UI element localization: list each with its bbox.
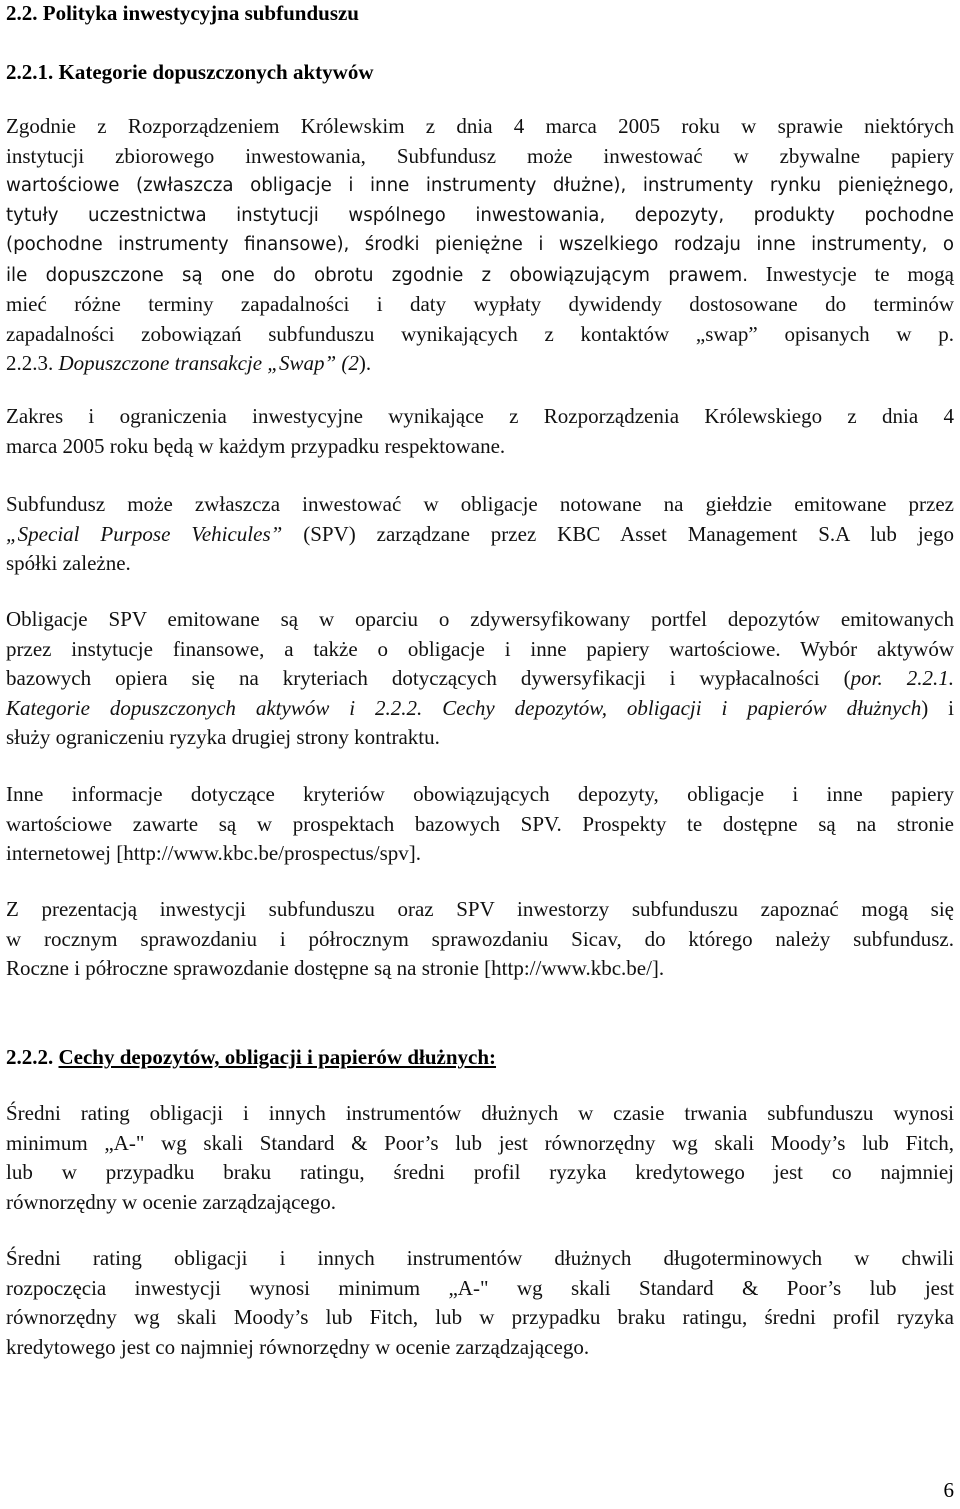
text-line: Roczne i półroczne sprawozdanie dostępne są na stronie [http://www.kbc.be/]. xyxy=(6,956,665,980)
text-line: tytuły uczestnictwa instytucji wspólnego inwestowania, depozyty, produkty pochodne xyxy=(6,204,954,226)
text-line: spółki zależne. xyxy=(6,551,131,575)
subsection-heading-debt-title: Cechy depozytów, obligacji i papierów dłużnych: xyxy=(58,1045,497,1069)
text-line: Z prezentacją inwestycji subfunduszu oraz SPV inwestorzy subfunduszu zapoznać mogą się xyxy=(6,897,954,921)
text-line: marca 2005 roku będą w każdym przypadku respektowane. xyxy=(6,433,506,458)
text-line: równorzędny w ocenie zarządzającego. xyxy=(6,1189,336,1214)
text-line: minimum „A-" wg skali Standard & Poor’s lub jest równorzędny wg skali Moody’s lub Fitch, xyxy=(6,1130,954,1155)
text-line: 2.2.3. Dopuszczone transakcje „Swap” (2). xyxy=(6,351,372,375)
paragraph-spv xyxy=(6,490,954,579)
text-line: w rocznym sprawozdaniu i półrocznym sprawozdaniu Sicav, do którego należy subfundusz. xyxy=(6,926,954,951)
section-heading: 2.2. Polityka inwestycyjna subfunduszu xyxy=(6,1,359,25)
text-line: Zakres i ograniczenia inwestycyjne wynikające z Rozporządzenia Królewskiego z dnia 4 xyxy=(6,404,954,428)
text-line: ile dopuszczone są one do obrotu zgodnie z obowiązującym prawem. Inwestycje te mogą xyxy=(6,261,954,286)
text-line: rozpoczęcia inwestycji wynosi minimum „A-" wg skali Standard & Poor’s lub jest xyxy=(6,1275,954,1300)
text-line: Średni rating obligacji i innych instrumentów dłużnych w czasie trwania subfunduszu wynosi xyxy=(6,1101,954,1125)
subsection-heading: 2.2.1. Kategorie dopuszczonych aktywów xyxy=(6,60,374,84)
text-line: (pochodne instrumenty finansowe), środki pieniężne i wszelkiego rodzaju inne instrumenty, o xyxy=(6,234,954,255)
text-line: Zgodnie z Rozporządzeniem Królewskim z dnia 4 marca 2005 roku w sprawie niektórych xyxy=(6,114,954,138)
text-line: wartościowe (zwłaszcza obligacje i inne instrumenty dłużne), instrumenty rynku pieniężnego, xyxy=(6,175,954,196)
text-line: internetowej [http://www.kbc.be/prospectus/spv]. xyxy=(6,841,422,865)
paragraph-spv-bonds xyxy=(6,605,954,753)
text-line: służy ograniczeniu ryzyka drugiej strony kontraktu. xyxy=(6,725,440,749)
text-line: Kategorie dopuszczonych aktywów i 2.2.2. Cechy depozytów, obligacji i papierów dłużnych) i xyxy=(6,695,955,720)
paragraph-average-rating xyxy=(6,1099,954,1217)
text-line: mieć różne terminy zapadalności i daty wypłaty dywidendy dostosowane do terminów xyxy=(6,292,954,316)
paragraph-reports xyxy=(6,895,954,984)
subsection-heading-debt: 2.2.2. Cechy depozytów, obligacji i papierów dłużnych: xyxy=(6,1045,497,1069)
paragraph-investment-limits xyxy=(6,402,954,461)
text-line: Średni rating obligacji i innych instrumentów dłużnych długoterminowych w chwili xyxy=(6,1246,954,1270)
text-line: zapadalności zobowiązań subfunduszu wynikających z kontaktów „swap” opisanych w p. xyxy=(6,321,954,346)
text-line: bazowych opiera się na kryteriach dotyczących dywersyfikacji i wypłacalności (por. 2.2.1. xyxy=(6,666,954,690)
paragraph-other-info xyxy=(6,780,954,869)
text-line: przez instytucje finansowe, a także o obligacje i inne papiery wartościowe. Wybór aktywów xyxy=(6,636,954,661)
text-line: Subfundusz może zwłaszcza inwestować w obligacje notowane na giełdzie emitowane przez xyxy=(6,492,954,516)
text-line: kredytowego jest co najmniej równorzędny w ocenie zarządzającego. xyxy=(6,1334,590,1359)
text-line: „Special Purpose Vehicules” (SPV) zarządzane przez KBC Asset Management S.A lub jego xyxy=(6,521,954,546)
text-line: wartościowe zawarte są w prospektach bazowych SPV. Prospekty te dostępne są na stronie xyxy=(6,811,954,836)
text-line: instytucji zbiorowego inwestowania, Subfundusz może inwestować w zbywalne papiery xyxy=(6,143,954,168)
text-line: lub w przypadku braku ratingu, średni profil ryzyka kredytowego jest co najmniej xyxy=(6,1160,954,1184)
page-number: 6 xyxy=(943,1478,954,1502)
paragraph-long-term-rating xyxy=(6,1244,954,1362)
paragraph-allowed-assets xyxy=(6,112,954,379)
text-line: Inne informacje dotyczące kryteriów obowiązujących depozyty, obligacje i inne papiery xyxy=(6,782,954,806)
text-line: równorzędny wg skali Moody’s lub Fitch, lub w przypadku braku ratingu, średni profil ryzyka xyxy=(6,1305,954,1329)
text-line: Obligacje SPV emitowane są w oparciu o zdywersyfikowany portfel depozytów emitowanych xyxy=(6,607,954,631)
